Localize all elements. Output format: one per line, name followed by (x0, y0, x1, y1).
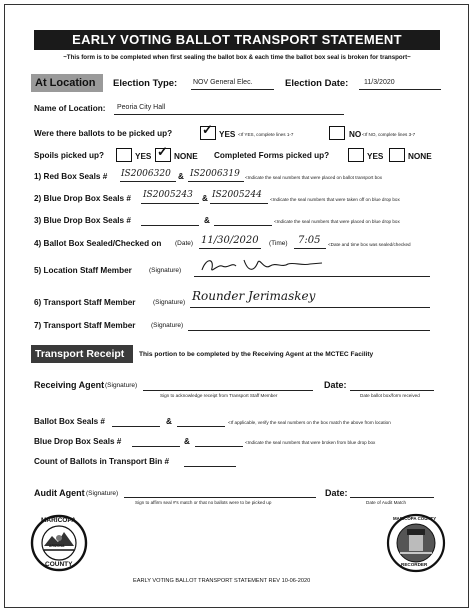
blue-off-seal-2[interactable]: IS2005244 (212, 190, 262, 200)
blue-drop-seals-amp: & (184, 437, 190, 446)
audit-date-label: Date: (325, 488, 348, 498)
ballots-question: Were there ballots to be picked up? (34, 129, 173, 138)
receipt-date-note: Date ballot box/form received (360, 393, 420, 398)
red-note: <Indicate the seal numbers that were placed on ballot transport box (245, 175, 383, 180)
election-date-line (359, 89, 441, 90)
election-type-value[interactable]: NOV General Elec. (193, 79, 253, 86)
transport-staff-7-sub: (Signature) (151, 322, 184, 329)
receiving-agent-field[interactable] (143, 390, 313, 391)
forms-none-label: NONE (408, 152, 432, 161)
location-name-label: Name of Location: (34, 104, 106, 113)
check-mark-icon: ✓ (157, 144, 168, 159)
election-type-label: Election Type: (113, 78, 178, 89)
ballots-yes-note: <If YES, complete lines 1-7 (238, 132, 294, 137)
ballot-box-seals-label: Ballot Box Seals # (34, 417, 105, 426)
sealed-checked-label: 4) Ballot Box Sealed/Checked on (34, 239, 162, 248)
receipt-date-label: Date: (324, 380, 347, 390)
sealed-date-sub: (Date) (175, 240, 194, 247)
audit-agent-sub: (Signature) (86, 490, 119, 497)
transport-receipt-header: Transport Receipt (31, 345, 133, 363)
receipt-date-field[interactable] (350, 390, 434, 391)
audit-agent-field[interactable] (124, 497, 316, 498)
transport-staff-label: 6) Transport Staff Member (34, 298, 136, 307)
spoils-none-label: NONE (174, 152, 198, 161)
blue-off-note: <Indicate the seal numbers that were taken off on blue drop box (270, 197, 400, 202)
transport-staff-7-line[interactable] (188, 330, 430, 331)
forms-yes-checkbox[interactable] (348, 148, 364, 162)
blue-off-seals-label: 2) Blue Drop Box Seals # (34, 194, 131, 203)
blue-off-amp: & (202, 194, 208, 203)
red-seal-1[interactable]: IS2006320 (121, 169, 171, 179)
ballot-box-seal-1-field[interactable] (112, 426, 160, 427)
ballot-box-seal-2-field[interactable] (177, 426, 225, 427)
form-instructions: ~This form is to be completed when first sealing the ballot box & each time the ballot box seal is broken for transport~ (63, 54, 411, 61)
blue-drop-seals-label: Blue Drop Box Seals # (34, 437, 122, 446)
transport-staff-7-label: 7) Transport Staff Member (34, 321, 136, 330)
audit-date-field[interactable] (350, 497, 434, 498)
audit-agent-note: Sign to affirm seal #'s match or that no ballots were to be picked up (135, 500, 272, 505)
blue-on-seal-2-field[interactable] (214, 225, 272, 226)
receiving-agent-label: Receiving Agent (34, 380, 105, 390)
blue-drop-seal-2-field[interactable] (195, 446, 243, 447)
location-name-line (114, 114, 344, 115)
at-location-header: At Location (31, 74, 103, 92)
audit-agent-label: Audit Agent (34, 488, 85, 498)
forms-label: Completed Forms picked up? (214, 151, 330, 160)
sealed-date-line (199, 248, 261, 249)
forms-none-checkbox[interactable] (389, 148, 405, 162)
election-date-label: Election Date: (285, 78, 349, 89)
ballots-yes-label: YES (219, 130, 236, 139)
sealed-note: <Date and time box was sealed/checked (328, 242, 411, 247)
receipt-instruction: This portion to be completed by the Receiving Agent at the MCTEC Facility (139, 351, 374, 358)
forms-yes-label: YES (367, 152, 384, 161)
seal-left-mid: ARIZONA (49, 544, 65, 548)
red-seal-2[interactable]: IS2006319 (190, 169, 240, 179)
spoils-label: Spoils picked up? (34, 151, 105, 160)
location-staff-line (194, 276, 430, 277)
spoils-yes-label: YES (135, 152, 152, 161)
red-seal-1-line (120, 181, 176, 182)
election-date-value[interactable]: 11/3/2020 (364, 79, 395, 86)
red-amp: & (178, 172, 184, 181)
sealed-date-value[interactable]: 11/30/2020 (201, 235, 259, 246)
page-title: EARLY VOTING BALLOT TRANSPORT STATEMENT (34, 30, 440, 50)
transport-staff-sub: (Signature) (153, 299, 186, 306)
sealed-time-line (294, 248, 326, 249)
location-name-value[interactable]: Peoria City Hall (117, 104, 166, 111)
location-staff-label: 5) Location Staff Member (34, 266, 132, 275)
ballot-box-seals-amp: & (166, 417, 172, 426)
location-staff-signature[interactable] (198, 256, 328, 276)
blue-off-seal-1[interactable]: IS2005243 (143, 190, 193, 200)
ballot-count-field[interactable] (184, 466, 236, 467)
sealed-time-value[interactable]: 7:05 (298, 235, 321, 246)
blue-on-amp: & (204, 216, 210, 225)
blue-off-seal-2-line (210, 203, 268, 204)
footer-revision: EARLY VOTING BALLOT TRANSPORT STATEMENT REV 10-06-2020 (133, 578, 311, 584)
receiving-agent-note: Sign to acknowledge receipt from Transport Staff Member (160, 393, 278, 398)
transport-staff-line (190, 307, 430, 308)
blue-on-seals-label: 3) Blue Drop Box Seals # (34, 216, 131, 225)
red-box-seals-label: 1) Red Box Seals # (34, 172, 108, 181)
receiving-agent-sub: (Signature) (105, 382, 138, 389)
sealed-time-sub: (Time) (269, 240, 288, 247)
blue-off-seal-1-line (141, 203, 199, 204)
ballots-no-note: <If NO, complete lines 3-7 (362, 132, 416, 137)
location-staff-sub: (Signature) (149, 267, 182, 274)
ballot-count-label: Count of Ballots in Transport Bin # (34, 457, 170, 466)
spoils-yes-checkbox[interactable] (116, 148, 132, 162)
blue-drop-seal-1-field[interactable] (132, 446, 180, 447)
audit-date-note: Date of Audit Match (366, 500, 407, 505)
ballot-box-seals-note: <If applicable, verify the seal numbers on the box match the above from location (228, 420, 391, 425)
seal-left-bottom: COUNTY (45, 561, 73, 568)
election-type-line (191, 89, 274, 90)
seal-right-top: MARICOPA COUNTY (393, 516, 437, 521)
seal-left-top: MARICOPA (41, 517, 76, 524)
check-mark-icon: ✓ (202, 122, 213, 137)
blue-on-note: <Indicate the seal numbers that were placed on blue drop box (274, 219, 400, 224)
ballots-no-label: NO (349, 130, 362, 139)
seal-right-bottom: RECORDER (401, 562, 428, 567)
blue-on-seal-1-field[interactable] (141, 225, 199, 226)
blue-drop-seals-note: <Indicate the seal numbers that were broken from blue drop box (245, 440, 376, 445)
ballots-no-checkbox[interactable] (329, 126, 345, 140)
red-seal-2-line (188, 181, 244, 182)
transport-staff-signature[interactable]: Rounder Jerimaskey (192, 289, 316, 303)
